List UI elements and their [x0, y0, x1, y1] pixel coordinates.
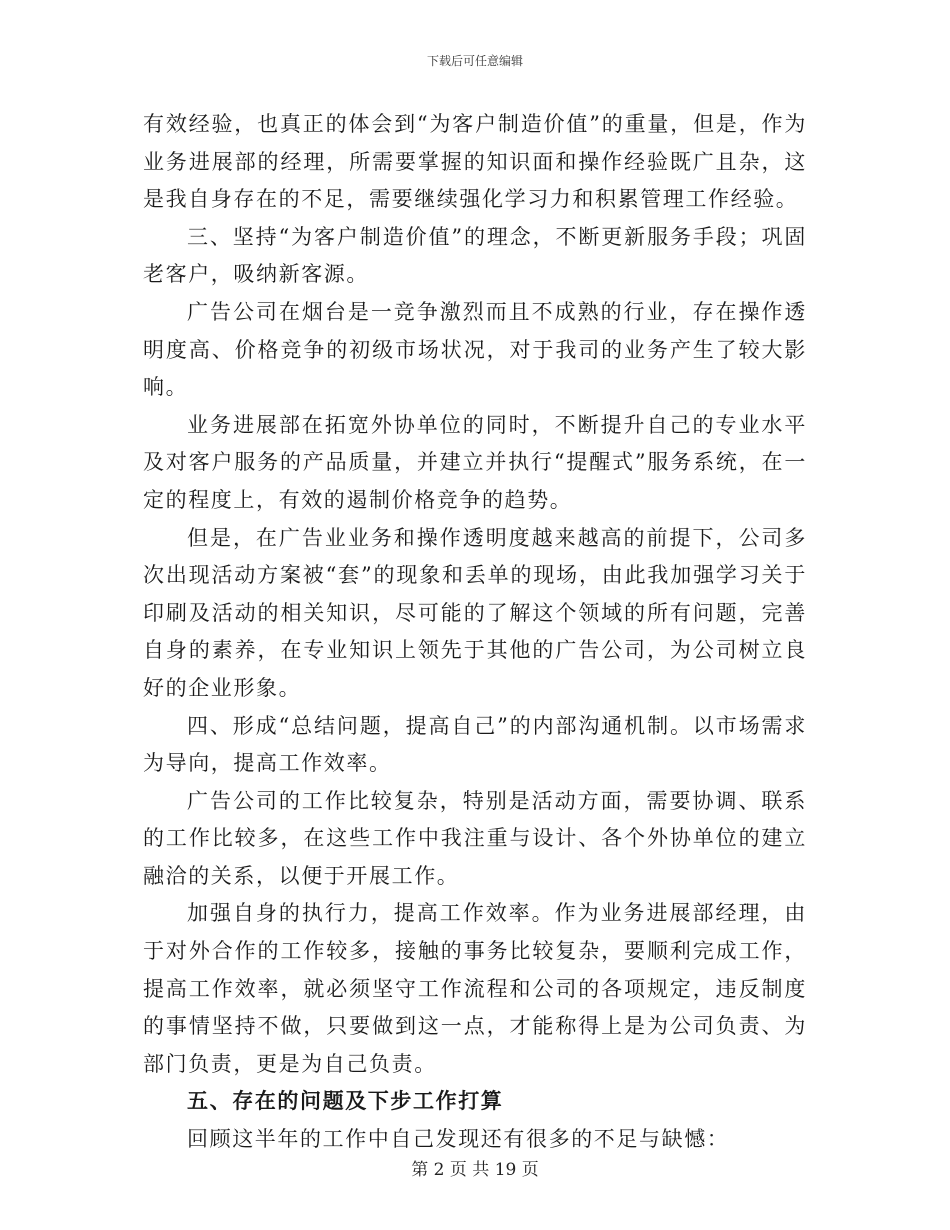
section-heading-4: 四、形成“总结问题，提高自己”的内部沟通机制。以市场需求为导向，提高工作效率。 [143, 713, 807, 776]
section-heading-3: 三、坚持“为客户制造价值”的理念，不断更新服务手段；巩固老客户，吸纳新客源。 [143, 224, 807, 287]
paragraph-7: 广告公司的工作比较复杂，特别是活动方面，需要协调、联系的工作比较多，在这些工作中我注重与设计、各个外协单位的建立融洽的关系，以便于开展工作。 [143, 788, 807, 888]
section-heading-5: 五、存在的问题及下步工作打算 [187, 1089, 504, 1114]
paragraph-10: 回顾这半年的工作中自己发现还有很多的不足与缺憾： [187, 1127, 730, 1152]
paragraph-8: 加强自身的执行力，提高工作效率。作为业务进展部经理，由于对外合作的工作较多，接触的事务比较复杂，要顺利完成工作，提高工作效率，就必须坚守工作流程和公司的各项规定，违反制度的事情坚持不做，只要做到这一点，才能称得上是为公司负责、为部门负责，更是为自己负责。 [143, 901, 807, 1076]
paragraph-3: 广告公司在烟台是一竞争激烈而且不成熟的行业，存在操作透明度高、价格竞争的初级市场状况，对于我司的业务产生了较大影响。 [143, 299, 807, 400]
page-header-note: 下载后可任意编辑 [426, 54, 523, 68]
document-body [143, 106, 807, 1159]
page-number-footer: 第 2 页 共 19 页 [411, 1160, 539, 1180]
paragraph-5: 但是，在广告业业务和操作透明度越来越高的前提下，公司多次出现活动方案被“套”的现象和丢单的现场，由此我加强学习关于印刷及活动的相关知识，尽可能的了解这个领域的所有问题，完善自身的素养，在专业知识上领先于其他的广告公司，为公司树立良好的企业形象。 [143, 525, 807, 700]
paragraph-4: 业务进展部在拓宽外协单位的同时，不断提升自己的专业水平及对客户服务的产品质量，并建立并执行“提醒式”服务系统，在一定的程度上，有效的遏制价格竞争的趋势。 [143, 412, 807, 512]
paragraph-1: 有效经验，也真正的体会到“为客户制造价值”的重量，但是，作为业务进展部的经理，所需要掌握的知识面和操作经验既广且杂，这是我自身存在的不足，需要继续强化学习力和积累管理工作经验。 [143, 112, 807, 212]
